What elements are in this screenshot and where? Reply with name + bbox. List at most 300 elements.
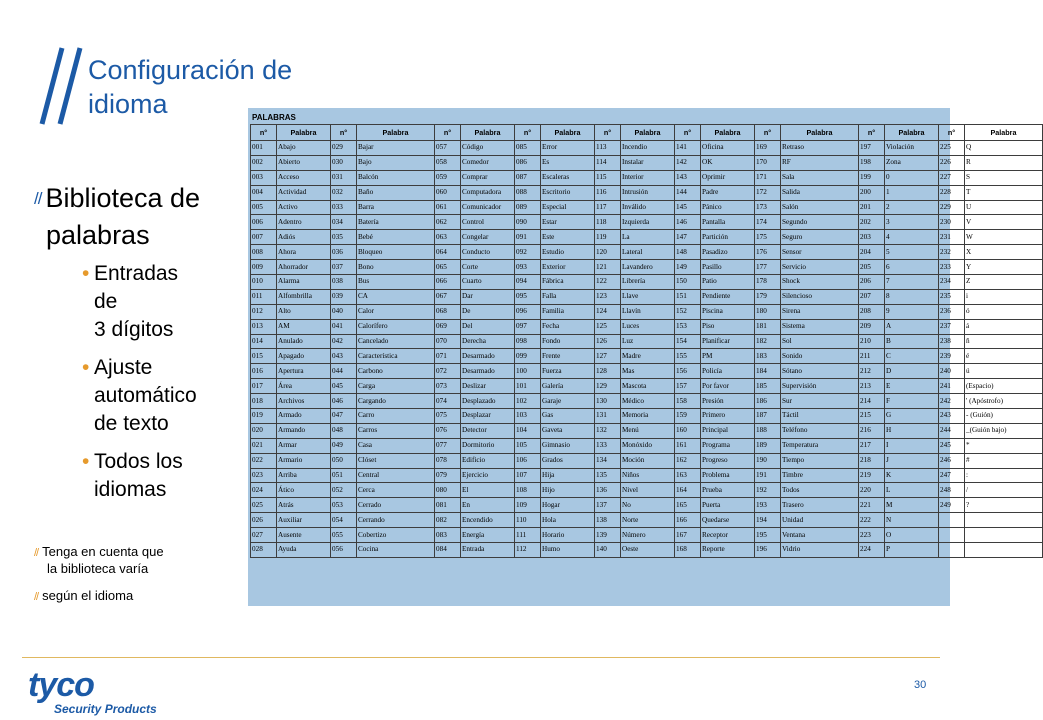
word-number-cell: 105 (515, 438, 541, 453)
word-number-cell: 005 (251, 200, 277, 215)
table-row (251, 334, 1043, 349)
word-cell: Baño (357, 185, 435, 200)
table-title: PALABRAS (252, 113, 296, 122)
word-cell: Silencioso (781, 289, 859, 304)
word-number-cell (939, 528, 965, 543)
word-cell: Planificar (701, 334, 755, 349)
word-number-cell: 004 (251, 185, 277, 200)
word-cell: Arriba (277, 468, 331, 483)
word-cell: Temperatura (781, 438, 859, 453)
word-cell: Estar (541, 215, 595, 230)
word-number-cell: 115 (595, 170, 621, 185)
word-cell: Cerca (357, 483, 435, 498)
word-number-cell: 231 (939, 230, 965, 245)
word-number-cell: 227 (939, 170, 965, 185)
word-number-cell: 185 (755, 379, 781, 394)
word-number-cell: 025 (251, 498, 277, 513)
word-cell: # (965, 453, 1043, 468)
word-cell: Falla (541, 289, 595, 304)
word-cell: Abajo (277, 141, 331, 156)
word-number-cell: 179 (755, 289, 781, 304)
page-number: 30 (914, 679, 927, 691)
word-cell: Desarmado (461, 349, 515, 364)
word-number-cell: 061 (435, 200, 461, 215)
word-cell: * (965, 438, 1043, 453)
word-number-cell: 181 (755, 319, 781, 334)
word-number-cell: 211 (859, 349, 885, 364)
word-cell: Carga (357, 379, 435, 394)
word-cell: Luz (621, 334, 675, 349)
word-cell: Segundo (781, 215, 859, 230)
word-cell: No (621, 498, 675, 513)
word-number-cell: 031 (331, 170, 357, 185)
word-number-cell: 139 (595, 528, 621, 543)
word-cell: Lavandero (621, 260, 675, 275)
word-number-cell: 220 (859, 483, 885, 498)
word-cell: Ático (277, 483, 331, 498)
word-number-cell: 080 (435, 483, 461, 498)
word-number-cell: 019 (251, 409, 277, 424)
word-cell: W (965, 230, 1043, 245)
word-number-cell: 154 (675, 334, 701, 349)
word-number-cell: 024 (251, 483, 277, 498)
word-cell: Cerrado (357, 498, 435, 513)
word-number-cell: 113 (595, 141, 621, 156)
word-number-cell: 073 (435, 379, 461, 394)
word-number-cell: 174 (755, 215, 781, 230)
word-cell: Violación (885, 141, 939, 156)
word-number-cell: 222 (859, 513, 885, 528)
word-number-cell: 017 (251, 379, 277, 394)
word-cell: U (965, 200, 1043, 215)
double-slash-logo-icon (28, 46, 88, 126)
heading-line-1: Biblioteca de (45, 183, 201, 213)
word-cell: Llavín (621, 304, 675, 319)
word-number-cell: 146 (675, 215, 701, 230)
word-number-cell: 059 (435, 170, 461, 185)
note-1 (34, 544, 164, 577)
word-number-cell: 085 (515, 141, 541, 156)
word-number-cell: 233 (939, 260, 965, 275)
word-number-cell: 219 (859, 468, 885, 483)
word-cell: 1 (885, 185, 939, 200)
word-number-cell: 018 (251, 394, 277, 409)
word-number-cell: 032 (331, 185, 357, 200)
word-cell: X (965, 245, 1043, 260)
word-number-cell: 127 (595, 349, 621, 364)
word-cell: Sirena (781, 304, 859, 319)
word-cell: Sala (781, 170, 859, 185)
word-cell: Desplazar (461, 409, 515, 424)
word-cell: CA (357, 289, 435, 304)
word-number-cell: 021 (251, 438, 277, 453)
word-number-cell: 148 (675, 245, 701, 260)
word-cell: Receptor (701, 528, 755, 543)
table-row (251, 289, 1043, 304)
word-cell: Mascota (621, 379, 675, 394)
word-cell: Batería (357, 215, 435, 230)
word-cell: Hogar (541, 498, 595, 513)
word-cell: Madre (621, 349, 675, 364)
word-cell: Todos (781, 483, 859, 498)
word-cell: Ausente (277, 528, 331, 543)
table-row (251, 483, 1043, 498)
word-number-cell: 184 (755, 364, 781, 379)
word-number-cell: 014 (251, 334, 277, 349)
word-number-cell (939, 513, 965, 528)
word-number-cell: 236 (939, 304, 965, 319)
word-number-cell: 249 (939, 498, 965, 513)
word-cell: M (885, 498, 939, 513)
word-cell: Presión (701, 394, 755, 409)
word-cell: Control (461, 215, 515, 230)
word-number-cell: 114 (595, 155, 621, 170)
word-cell: V (965, 215, 1043, 230)
word-cell: Cocina (357, 543, 435, 558)
word-number-cell: 078 (435, 453, 461, 468)
word-cell: Corte (461, 260, 515, 275)
word-cell: Ejercicio (461, 468, 515, 483)
word-number-cell: 131 (595, 409, 621, 424)
bullet-list (82, 260, 252, 514)
word-number-cell: 067 (435, 289, 461, 304)
word-number-cell: 226 (939, 155, 965, 170)
word-cell (965, 528, 1043, 543)
heading-line-2: palabras (46, 220, 150, 250)
word-number-cell: 155 (675, 349, 701, 364)
word-cell: Cancelado (357, 334, 435, 349)
word-cell: Policía (701, 364, 755, 379)
word-number-cell: 107 (515, 468, 541, 483)
word-cell: Fecha (541, 319, 595, 334)
word-number-cell: 218 (859, 453, 885, 468)
word-cell: Archivos (277, 394, 331, 409)
word-cell: Gaveta (541, 423, 595, 438)
word-number-cell: 072 (435, 364, 461, 379)
header-word: Palabra (541, 125, 595, 141)
word-number-cell: 006 (251, 215, 277, 230)
word-number-cell: 133 (595, 438, 621, 453)
word-number-cell: 164 (675, 483, 701, 498)
word-number-cell: 090 (515, 215, 541, 230)
word-cell: Z (965, 275, 1043, 290)
word-cell: Activo (277, 200, 331, 215)
word-number-cell: 173 (755, 200, 781, 215)
word-number-cell: 029 (331, 141, 357, 156)
word-number-cell: 175 (755, 230, 781, 245)
word-cell: Bajar (357, 141, 435, 156)
word-number-cell: 215 (859, 409, 885, 424)
word-cell: Vidrio (781, 543, 859, 558)
word-cell: Lateral (621, 245, 675, 260)
word-cell: Atrás (277, 498, 331, 513)
word-cell: : (965, 468, 1043, 483)
word-cell: Reporte (701, 543, 755, 558)
word-number-cell: 162 (675, 453, 701, 468)
word-cell: Familia (541, 304, 595, 319)
word-cell: Instalar (621, 155, 675, 170)
word-number-cell: 046 (331, 394, 357, 409)
table-row (251, 185, 1043, 200)
word-number-cell: 069 (435, 319, 461, 334)
table-row (251, 275, 1043, 290)
word-number-cell: 040 (331, 304, 357, 319)
word-number-cell: 156 (675, 364, 701, 379)
table-row (251, 543, 1043, 558)
word-number-cell: 150 (675, 275, 701, 290)
word-cell: Quedarse (701, 513, 755, 528)
word-number-cell: 196 (755, 543, 781, 558)
word-cell: L (885, 483, 939, 498)
word-cell: Detector (461, 423, 515, 438)
word-cell: Área (277, 379, 331, 394)
word-cell: Programa (701, 438, 755, 453)
word-number-cell: 160 (675, 423, 701, 438)
word-number-cell: 217 (859, 438, 885, 453)
word-cell: Problema (701, 468, 755, 483)
word-number-cell: 142 (675, 155, 701, 170)
word-cell: Y (965, 260, 1043, 275)
word-cell (965, 543, 1043, 558)
word-cell: 2 (885, 200, 939, 215)
word-cell: Adiós (277, 230, 331, 245)
word-cell: Cargando (357, 394, 435, 409)
word-cell: Timbre (781, 468, 859, 483)
word-number-cell: 068 (435, 304, 461, 319)
bullet-line: 3 dígitos (94, 318, 174, 341)
word-cell: Galería (541, 379, 595, 394)
word-cell: Táctil (781, 409, 859, 424)
header-num: n° (939, 125, 965, 141)
word-number-cell: 200 (859, 185, 885, 200)
word-number-cell: 244 (939, 423, 965, 438)
word-cell: Sistema (781, 319, 859, 334)
word-cell: Hijo (541, 483, 595, 498)
word-cell: Moción (621, 453, 675, 468)
header-num: n° (859, 125, 885, 141)
word-cell: Puerta (701, 498, 755, 513)
bullet-line: • Entradas (94, 262, 179, 285)
word-cell: ú (965, 364, 1043, 379)
word-number-cell: 129 (595, 379, 621, 394)
word-number-cell: 042 (331, 334, 357, 349)
word-cell: Desarmado (461, 364, 515, 379)
word-number-cell: 116 (595, 185, 621, 200)
word-number-cell: 112 (515, 543, 541, 558)
word-cell: / (965, 483, 1043, 498)
word-number-cell: 049 (331, 438, 357, 453)
word-number-cell: 077 (435, 438, 461, 453)
word-cell: Alfombrilla (277, 289, 331, 304)
word-number-cell: 058 (435, 155, 461, 170)
word-cell: Gimnasio (541, 438, 595, 453)
word-number-cell: 065 (435, 260, 461, 275)
table-row (251, 200, 1043, 215)
word-cell: Energía (461, 528, 515, 543)
table-row (251, 319, 1043, 334)
word-cell: Humo (541, 543, 595, 558)
word-number-cell: 143 (675, 170, 701, 185)
word-cell: ñ (965, 334, 1043, 349)
word-number-cell: 230 (939, 215, 965, 230)
word-cell: Encendido (461, 513, 515, 528)
word-cell: Casa (357, 438, 435, 453)
word-cell: 6 (885, 260, 939, 275)
word-cell: Abierto (277, 155, 331, 170)
word-cell: Computadora (461, 185, 515, 200)
word-number-cell: 070 (435, 334, 461, 349)
word-number-cell: 038 (331, 275, 357, 290)
word-number-cell: 026 (251, 513, 277, 528)
word-cell: P (885, 543, 939, 558)
word-number-cell: 246 (939, 453, 965, 468)
word-number-cell: 066 (435, 275, 461, 290)
word-cell: En (461, 498, 515, 513)
word-number-cell: 225 (939, 141, 965, 156)
word-number-cell: 037 (331, 260, 357, 275)
word-cell: Tiempo (781, 453, 859, 468)
word-cell: Inválido (621, 200, 675, 215)
word-number-cell: 036 (331, 245, 357, 260)
word-number-cell: 096 (515, 304, 541, 319)
word-cell: _(Guión bajo) (965, 423, 1043, 438)
header-word: Palabra (461, 125, 515, 141)
word-cell: Derecha (461, 334, 515, 349)
word-number-cell: 013 (251, 319, 277, 334)
word-cell: Característica (357, 349, 435, 364)
word-number-cell: 125 (595, 319, 621, 334)
word-cell: Apagado (277, 349, 331, 364)
section-heading (34, 180, 254, 253)
word-cell: Ahorrador (277, 260, 331, 275)
slide-title: Configuración de idioma (88, 55, 293, 119)
word-number-cell: 109 (515, 498, 541, 513)
table-row (251, 379, 1043, 394)
word-cell: (Espacio) (965, 379, 1043, 394)
word-cell: PM (701, 349, 755, 364)
word-number-cell: 242 (939, 394, 965, 409)
word-cell: S (965, 170, 1043, 185)
word-number-cell: 199 (859, 170, 885, 185)
word-cell: Patio (701, 275, 755, 290)
word-cell: Acceso (277, 170, 331, 185)
word-cell: Pasillo (701, 260, 755, 275)
word-number-cell: 206 (859, 275, 885, 290)
word-number-cell: 239 (939, 349, 965, 364)
word-cell: Desplazado (461, 394, 515, 409)
word-cell: Izquierda (621, 215, 675, 230)
table-row (251, 215, 1043, 230)
word-cell: Fondo (541, 334, 595, 349)
table-row (251, 394, 1043, 409)
word-number-cell: 224 (859, 543, 885, 558)
word-number-cell (939, 543, 965, 558)
word-number-cell: 118 (595, 215, 621, 230)
table-row (251, 349, 1043, 364)
word-number-cell: 050 (331, 453, 357, 468)
word-number-cell: 008 (251, 245, 277, 260)
word-number-cell: 202 (859, 215, 885, 230)
word-number-cell: 159 (675, 409, 701, 424)
note-1-line-2: la biblioteca varía (47, 561, 149, 576)
word-cell: Exterior (541, 260, 595, 275)
header-word: Palabra (701, 125, 755, 141)
word-cell: 5 (885, 245, 939, 260)
word-number-cell: 137 (595, 498, 621, 513)
word-number-cell: 103 (515, 409, 541, 424)
word-number-cell: 189 (755, 438, 781, 453)
word-number-cell: 009 (251, 260, 277, 275)
word-number-cell: 213 (859, 379, 885, 394)
word-cell: Por favor (701, 379, 755, 394)
word-cell: T (965, 185, 1043, 200)
word-number-cell: 015 (251, 349, 277, 364)
word-number-cell: 102 (515, 394, 541, 409)
word-number-cell: 168 (675, 543, 701, 558)
word-cell: Horario (541, 528, 595, 543)
header-word: Palabra (277, 125, 331, 141)
word-cell: Partición (701, 230, 755, 245)
word-cell: Comprar (461, 170, 515, 185)
word-number-cell: 121 (595, 260, 621, 275)
word-number-cell: 235 (939, 289, 965, 304)
word-cell: Unidad (781, 513, 859, 528)
word-number-cell: 176 (755, 245, 781, 260)
header-word: Palabra (781, 125, 859, 141)
word-number-cell: 094 (515, 275, 541, 290)
word-number-cell: 044 (331, 364, 357, 379)
header-num: n° (251, 125, 277, 141)
word-cell: ? (965, 498, 1043, 513)
table-row (251, 528, 1043, 543)
word-cell: Calor (357, 304, 435, 319)
word-number-cell: 099 (515, 349, 541, 364)
word-number-cell: 041 (331, 319, 357, 334)
word-cell: 8 (885, 289, 939, 304)
word-number-cell: 248 (939, 483, 965, 498)
word-number-cell: 111 (515, 528, 541, 543)
word-number-cell: 076 (435, 423, 461, 438)
word-cell: Servicio (781, 260, 859, 275)
word-number-cell: 082 (435, 513, 461, 528)
word-number-cell: 193 (755, 498, 781, 513)
table-row (251, 468, 1043, 483)
word-cell: Dormitorio (461, 438, 515, 453)
word-cell: Memoria (621, 409, 675, 424)
note-1-line-1: Tenga en cuenta que (42, 544, 164, 559)
word-number-cell: 190 (755, 453, 781, 468)
word-cell: Salida (781, 185, 859, 200)
word-cell: i (965, 289, 1043, 304)
word-cell: E (885, 379, 939, 394)
word-number-cell: 128 (595, 364, 621, 379)
word-number-cell: 030 (331, 155, 357, 170)
word-number-cell: 201 (859, 200, 885, 215)
word-number-cell: 055 (331, 528, 357, 543)
bullet-line: idiomas (94, 478, 167, 501)
word-number-cell: 166 (675, 513, 701, 528)
word-cell: Alarma (277, 275, 331, 290)
table-row (251, 141, 1043, 156)
word-cell: Deslizar (461, 379, 515, 394)
header-word: Palabra (885, 125, 939, 141)
word-cell: Carros (357, 423, 435, 438)
word-number-cell: 075 (435, 409, 461, 424)
bullet-item (82, 260, 252, 344)
word-cell: Oficina (701, 141, 755, 156)
table-row (251, 364, 1043, 379)
word-cell: Shock (781, 275, 859, 290)
